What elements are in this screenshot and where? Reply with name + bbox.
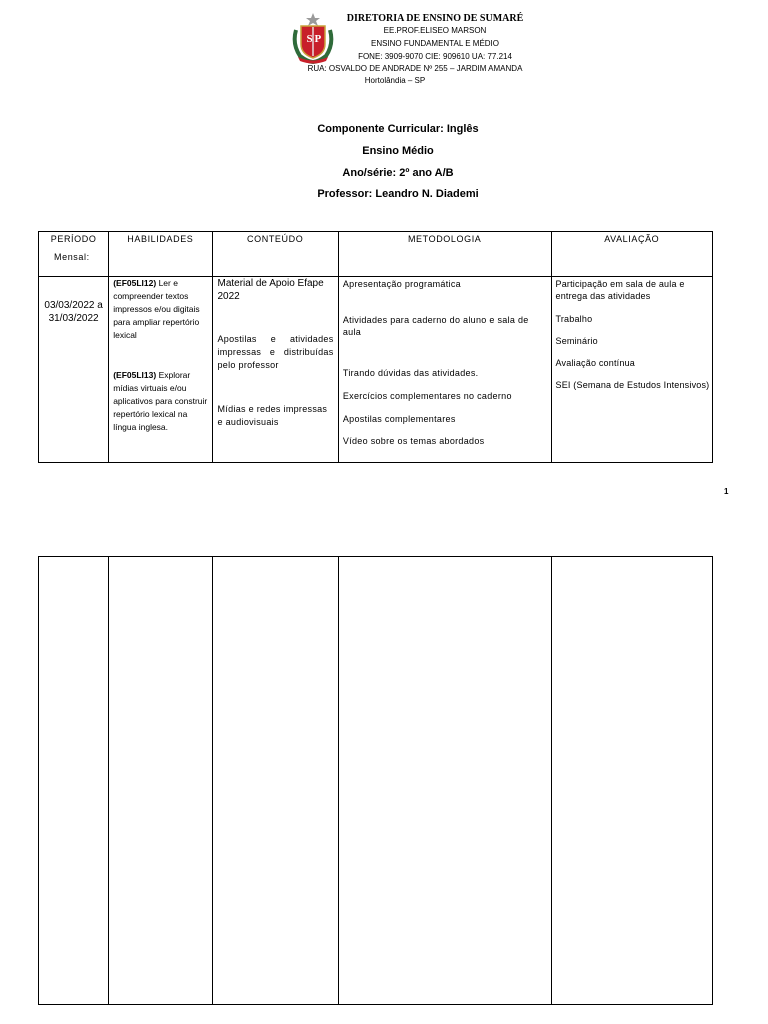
header-conteudo: CONTEÚDO — [212, 232, 338, 277]
header-habilidades: HABILIDADES — [109, 232, 212, 277]
letterhead — [0, 0, 768, 95]
header-periodo — [39, 232, 109, 277]
habilidades-cell — [109, 277, 212, 463]
school-name: EE.PROF.ELISEO MARSON — [383, 26, 487, 35]
avaliacao-cell — [551, 277, 713, 463]
header-periodo-label: PERÍODO — [50, 234, 97, 244]
empty-planning-table — [38, 556, 713, 1005]
empty-cell — [39, 557, 109, 1005]
header-avaliacao: AVALIAÇÃO — [551, 232, 713, 277]
periodo-value: 03/03/2022 a 31/03/2022 — [44, 300, 103, 324]
content-item: Mídias e redes impressas e audiovisuais — [217, 404, 328, 427]
header-metodologia: METODOLOGIA — [338, 232, 551, 277]
empty-cell — [338, 557, 551, 1005]
methodology-item: Apostilas complementares — [342, 414, 456, 424]
teacher-title: Professor: Leandro N. Diademi — [317, 188, 479, 200]
methodology-item: Exercícios complementares no caderno — [342, 391, 512, 401]
conteudo-cell — [212, 277, 338, 463]
svg-text:P: P — [314, 33, 322, 45]
evaluation-item: Participação em sala de aula e entrega das atividades — [555, 279, 685, 301]
table-row — [39, 277, 713, 463]
evaluation-item: Avaliação contínua — [555, 358, 635, 368]
methodology-item: Vídeo sobre os temas abordados — [342, 436, 485, 446]
directorate-name: DIRETORIA DE ENSINO DE SUMARÉ — [346, 13, 524, 24]
metodologia-cell — [338, 277, 551, 463]
page-number: 1 — [724, 487, 729, 496]
content-item: Material de Apoio Efape 2022 — [217, 278, 324, 302]
methodology-item: Tirando dúvidas das atividades. — [342, 368, 479, 378]
school-city: Hortolândia – SP — [364, 76, 426, 85]
evaluation-item: Seminário — [555, 336, 598, 346]
curricular-component-title: Componente Curricular: Inglês — [317, 123, 479, 135]
evaluation-item: Trabalho — [555, 314, 593, 324]
school-level: ENSINO FUNDAMENTAL E MÉDIO — [370, 39, 499, 48]
methodology-item: Atividades para caderno do aluno e sala de aula — [342, 315, 529, 337]
header-mensal-label: Mensal: — [54, 252, 90, 262]
skill-code: (EF05LI12) — [113, 278, 157, 288]
skill-text: Explorar mídias virtuais e/ou aplicativos para construir repertório lexical na língua inglesa. — [113, 370, 208, 432]
school-contact: FONE: 3909-9070 CIE: 909610 UA: 77.214 — [358, 52, 512, 61]
skill-code: (EF05LI13) — [113, 370, 157, 380]
content-item: Apostilas e atividades impressas e distribuídas pelo professor — [217, 334, 334, 370]
skill-text: Ler e compreender textos impressos e/ou digitais para ampliar repertório lexical — [113, 278, 200, 340]
empty-cell — [109, 557, 212, 1005]
school-address: RUA: OSVALDO DE ANDRADE Nº 255 – JARDIM AMANDA — [307, 64, 523, 73]
table-row — [39, 557, 713, 1005]
evaluation-item: SEI (Semana de Estudos Intensivos) — [555, 380, 710, 390]
planning-table — [38, 231, 713, 463]
svg-text:S: S — [306, 33, 313, 45]
empty-cell — [551, 557, 713, 1005]
empty-cell — [212, 557, 338, 1005]
grade-title: Ano/série: 2º ano A/B — [342, 167, 454, 179]
table-header-row — [39, 232, 713, 277]
skill-item — [113, 277, 207, 342]
education-level-title: Ensino Médio — [362, 145, 434, 157]
methodology-item: Apresentação programática — [342, 279, 461, 289]
skill-item — [113, 369, 207, 434]
periodo-cell — [39, 277, 109, 463]
